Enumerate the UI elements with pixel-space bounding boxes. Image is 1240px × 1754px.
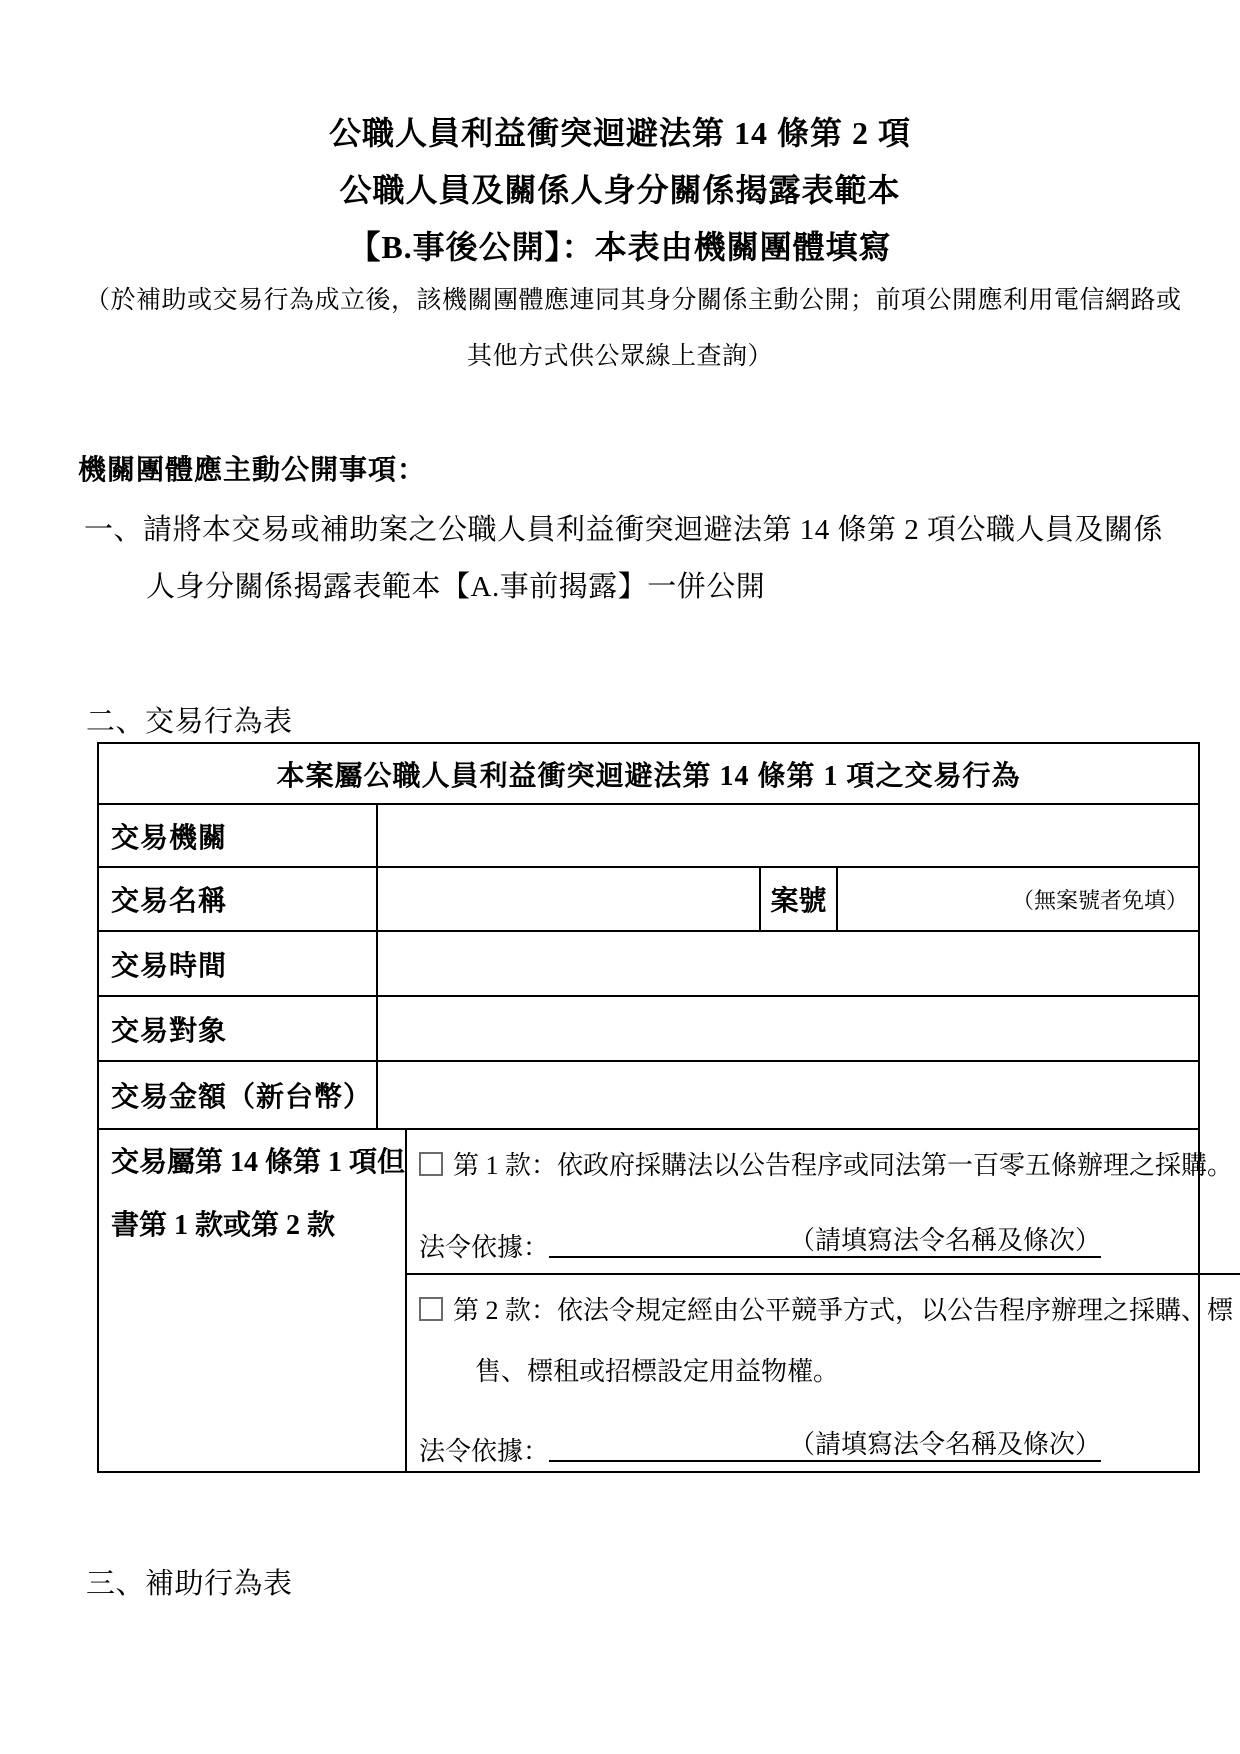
disclosure-items-heading: 機關團體應主動公開事項：: [78, 455, 427, 486]
table-row: [99, 995, 1198, 1060]
counterparty-label: 交易對象: [99, 997, 378, 1060]
transaction-time-value-cell[interactable]: [378, 932, 1198, 995]
transaction-name-label: 交易名稱: [99, 868, 378, 930]
item2-transaction-table-heading: 二、交易行為表: [86, 706, 293, 738]
counterparty-value-cell[interactable]: [378, 997, 1198, 1060]
transaction-amount-value-cell[interactable]: [378, 1062, 1198, 1128]
public-disclosure-note-line1: （於補助或交易行為成立後，該機關團體應連同其身分關係主動公開；前項公開應利用電信網路或: [85, 287, 1182, 314]
agency-label: 交易機關: [99, 805, 378, 866]
clause1-checkbox-unchecked-icon[interactable]: [419, 1152, 443, 1176]
clause-row-label: [99, 1130, 407, 1471]
case-number-note: （無案號者免填）: [1011, 887, 1188, 913]
clause2-law-basis-note: （請填寫法令名稱及條次）: [789, 1429, 1102, 1459]
item3-subsidy-table-heading: 三、補助行為表: [86, 1568, 293, 1600]
clause1-cell: [407, 1130, 1240, 1275]
table-row: [99, 866, 1198, 930]
doc-title-line1: 公職人員利益衝突迴避法第 14 條第 2 項: [328, 115, 911, 151]
clause-options: [407, 1130, 1240, 1471]
transaction-table-header-row: [99, 744, 1198, 803]
item1-line1: 一、請將本交易或補助案之公職人員利益衝突迴避法第 14 條第 2 項公職人員及關係: [84, 514, 1164, 546]
clause2-text-line1: 第 2 款：依法令規定經由公平競爭方式，以公告程序辦理之採購、標: [453, 1296, 1234, 1325]
agency-value-cell[interactable]: [378, 805, 1198, 866]
transaction-name-value-cell[interactable]: [378, 868, 761, 930]
doc-title-line3: 【B.事後公開】：本表由機關團體填寫: [348, 229, 892, 265]
clause2-text-line2: 售、標租或招標設定用益物權。: [475, 1357, 840, 1387]
case-number-label: 案號: [761, 868, 838, 930]
transaction-amount-label: 交易金額（新台幣）: [99, 1062, 378, 1128]
transaction-table-header: 本案屬公職人員利益衝突迴避法第 14 條第 1 項之交易行為: [276, 760, 1021, 792]
clause-row-label-line1: 交易屬第 14 條第 1 項但: [111, 1147, 406, 1178]
clause1-text: 第 1 款：依政府採購法以公告程序或同法第一百零五條辦理之採購。: [453, 1151, 1234, 1180]
transaction-time-label: 交易時間: [99, 932, 378, 995]
clause1-law-basis-blank-field[interactable]: [549, 1230, 789, 1256]
clause2-cell: [407, 1275, 1240, 1471]
clause2-checkbox-unchecked-icon[interactable]: [419, 1297, 443, 1321]
transaction-table: [97, 742, 1234, 1473]
clause1-law-basis-note: （請填寫法令名稱及條次）: [789, 1225, 1102, 1255]
doc-title-line2: 公職人員及關係人身分關係揭露表範本: [339, 172, 901, 208]
clause2-law-basis-blank-field[interactable]: [549, 1434, 789, 1460]
table-row: [99, 930, 1198, 995]
case-number-value-cell[interactable]: [838, 868, 1198, 930]
table-row: [99, 803, 1198, 866]
public-disclosure-note-line2: 其他方式供公眾線上查詢）: [466, 343, 773, 370]
clause1-law-basis-label: 法令依據：: [419, 1232, 550, 1262]
item1-line2: 人身分關係揭露表範本【A.事前揭露】一併公開: [146, 571, 766, 603]
table-row: [99, 1060, 1198, 1128]
clause-selection-row: [99, 1128, 1234, 1471]
clause-row-label-line2: 書第 1 款或第 2 款: [111, 1209, 336, 1241]
clause2-law-basis-label: 法令依據：: [419, 1436, 550, 1466]
